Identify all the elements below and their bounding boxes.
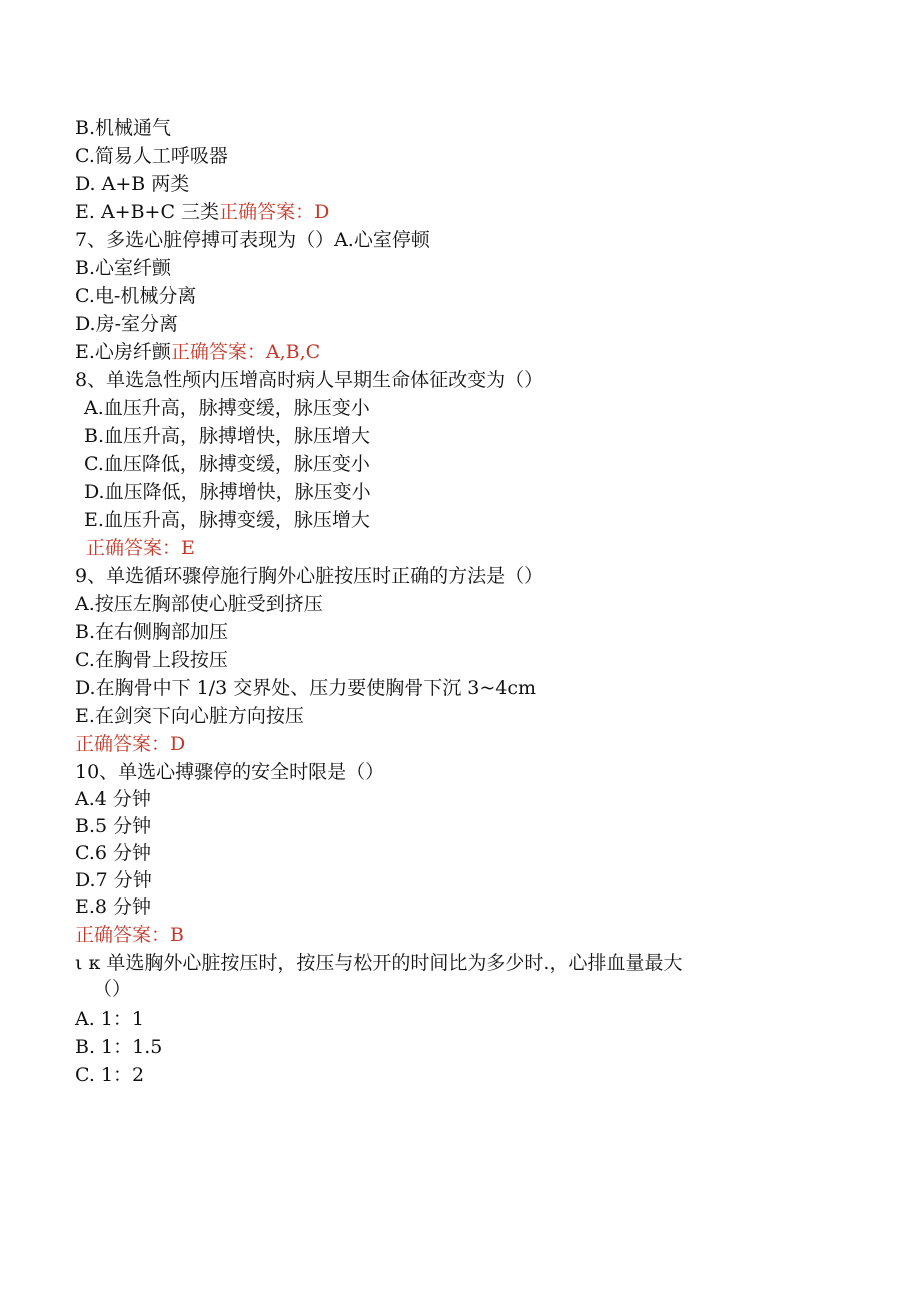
line-text: 9、单选循环骤停施行胸外心脏按压时正确的方法是（） <box>75 565 544 587</box>
text-line <box>75 283 196 309</box>
text-line <box>75 199 329 225</box>
text-line <box>75 675 536 701</box>
line-text: （） <box>93 978 132 1000</box>
line-text: D.血压降低，脉搏增快，脉压变小 <box>84 481 371 503</box>
text-line <box>75 619 228 645</box>
line-text: D.在胸骨中下 1/3 交界处、压力要使胸骨下沉 3~4cm <box>75 677 537 699</box>
text-line <box>75 894 151 920</box>
text-line <box>84 479 371 505</box>
text-line <box>75 1062 144 1088</box>
line-text: 8、单选急性颅内压增高时病人早期生命体征改变为（） <box>75 369 544 391</box>
text-line <box>75 339 320 365</box>
question-heading <box>75 367 543 393</box>
text-line <box>75 867 152 893</box>
line-text: B.在右侧胸部加压 <box>75 621 229 643</box>
text-line <box>93 976 131 1002</box>
text-line <box>75 1034 162 1060</box>
correct-answer: 正确答案：A,B,C <box>170 341 321 363</box>
line-text: D.7 分钟 <box>75 869 152 891</box>
question-heading <box>75 950 682 976</box>
text-line <box>75 591 323 617</box>
text-line <box>75 143 228 169</box>
correct-answer: 正确答案：E <box>86 537 195 559</box>
text-line <box>86 535 195 561</box>
line-text: A.4 分钟 <box>75 788 151 810</box>
line-text: E.心房纤颤 <box>75 341 171 363</box>
line-text: B.血压升高，脉搏增快，脉压增大 <box>84 425 371 447</box>
line-text: A.血压升高，脉搏变缓，脉压变小 <box>84 397 370 419</box>
line-text: C.在胸骨上段按压 <box>75 649 228 671</box>
line-text: 7、多选心脏停搏可表现为（）A.心室停顿 <box>75 229 430 251</box>
line-text: B.机械通气 <box>75 117 172 139</box>
line-text: E. A+B+C 三类 <box>75 201 220 223</box>
line-text: C.简易人工呼吸器 <box>75 145 228 167</box>
line-text: ι κ 单选胸外心脏按压时，按压与松开的时间比为多少时.，心排血量最大 <box>75 952 683 974</box>
text-line <box>84 395 370 421</box>
text-line <box>84 423 370 449</box>
correct-answer: 正确答案：B <box>75 924 184 946</box>
line-text: A.按压左胸部使心脏受到挤压 <box>75 593 323 615</box>
text-line <box>75 922 184 948</box>
text-line <box>84 451 370 477</box>
line-text: C.电-机械分离 <box>75 285 197 307</box>
text-line <box>75 786 151 812</box>
text-line <box>75 171 189 197</box>
line-text: E.8 分钟 <box>75 896 152 918</box>
line-text: C.血压降低，脉搏变缓，脉压变小 <box>84 453 370 475</box>
line-text: D.房-室分离 <box>75 313 179 335</box>
line-text: B. 1：1.5 <box>75 1036 163 1058</box>
text-line <box>75 115 171 141</box>
correct-answer: 正确答案：D <box>75 733 186 755</box>
text-line <box>75 813 151 839</box>
question-heading <box>75 563 543 589</box>
correct-answer: 正确答案：D <box>219 201 330 223</box>
question-heading <box>75 227 430 253</box>
text-line <box>75 840 151 866</box>
question-heading <box>75 759 384 785</box>
text-line <box>75 647 228 673</box>
line-text: E.血压升高，脉搏变缓，脉压增大 <box>84 509 370 531</box>
text-line <box>75 255 171 281</box>
text-line <box>75 1006 144 1032</box>
line-text: A. 1：1 <box>75 1008 144 1030</box>
text-line <box>84 507 370 533</box>
line-text: B.心室纤颤 <box>75 257 172 279</box>
line-text: D. A+B 两类 <box>75 173 190 195</box>
line-text: E.在剑突下向心脏方向按压 <box>75 705 304 727</box>
text-line <box>75 311 178 337</box>
line-text: B.5 分钟 <box>75 815 152 837</box>
text-line <box>75 703 304 729</box>
text-line <box>75 731 185 757</box>
line-text: C. 1：2 <box>75 1064 145 1086</box>
line-text: 10、单选心搏骤停的安全时限是（） <box>75 761 385 783</box>
line-text: C.6 分钟 <box>75 842 152 864</box>
